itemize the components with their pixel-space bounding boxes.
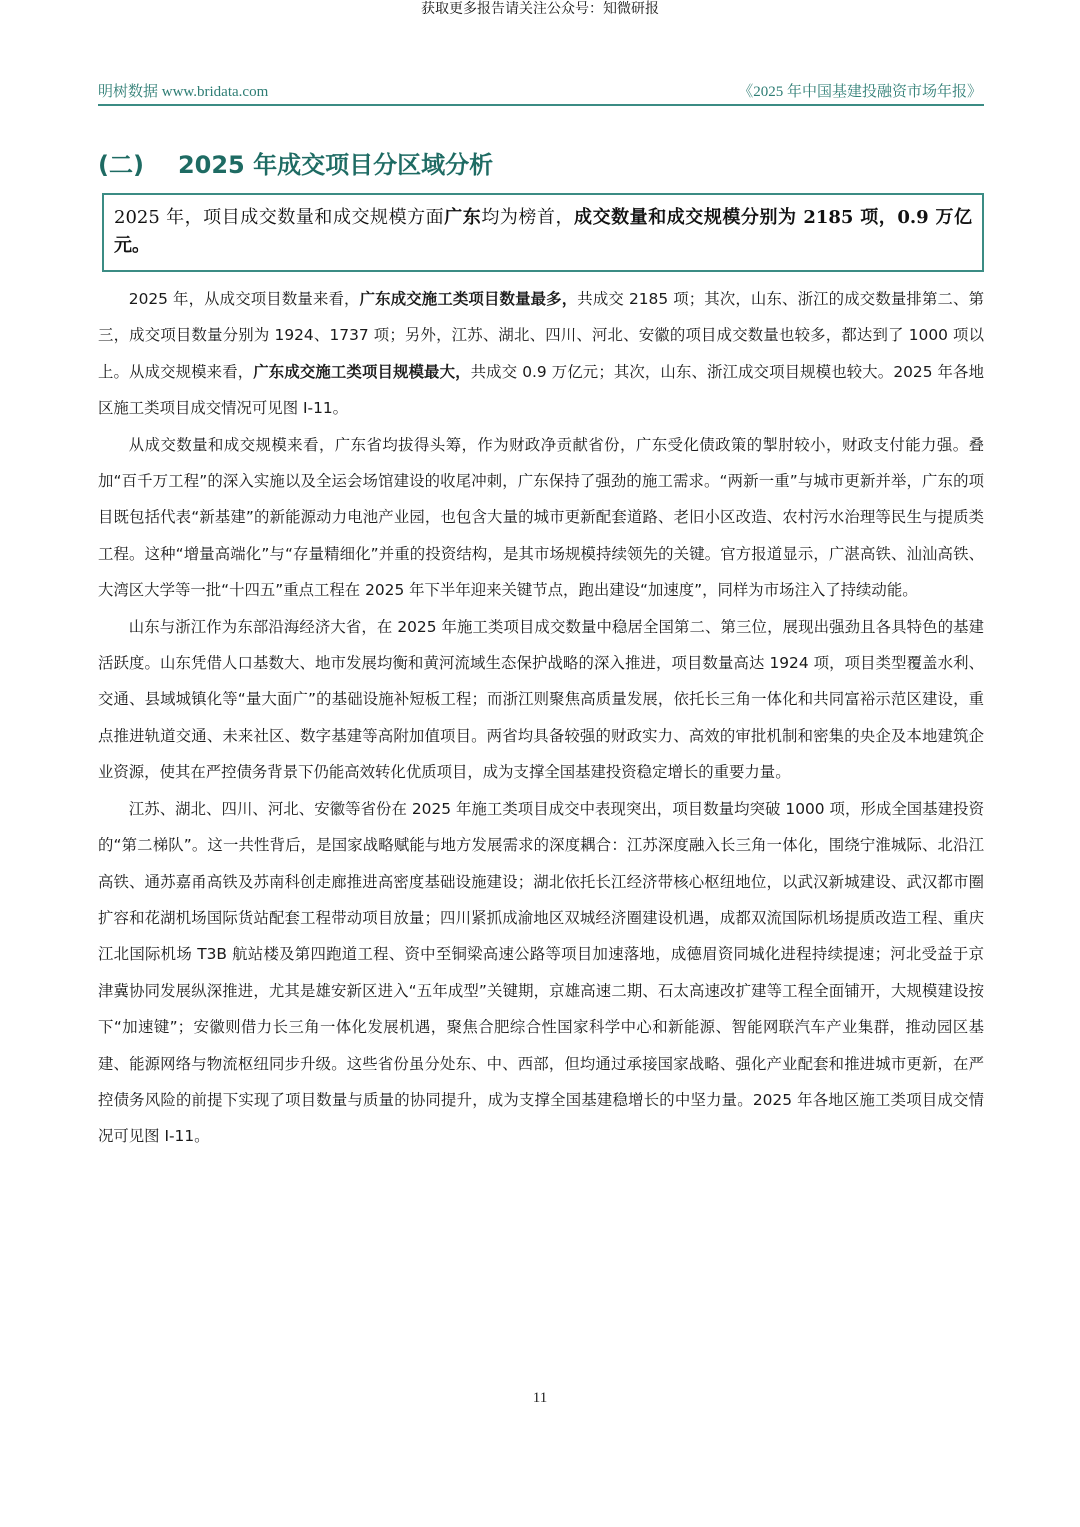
- section-number: (二): [98, 151, 144, 179]
- summary-highlight: 成交数量和成交规模分别为 2185 项，0.9 万亿元。: [114, 207, 973, 256]
- paragraph-highlight: 广东成交施工类项目规模最大，: [253, 362, 471, 381]
- header-brand: 明树数据 www.bridata.com: [98, 84, 269, 100]
- section-title-text: 2025 年成交项目分区域分析: [177, 151, 494, 179]
- page-number: 11: [532, 1390, 548, 1406]
- paragraph-3: 山东与浙江作为东部沿海经济大省，在 2025 年施工类项目成交数量中稳居全国第二、第三位，展现出强劲且各具特色的基建活跃度。山东凭借人口基数大、地市发展均衡和黄河流域生态保护战略的深入推进，项目数量高达 1924 项，项目类型覆盖水利、交通、县域城镇化等“量大面广”的基础设施补短板工程；而浙江则聚焦高质量发展，依托长三角一体化和共同富裕示范区建设，重点推进轨道交通、未来社区、数字基建等高附加值项目。两省均具备较强的财政实力、高效的审批机制和密集的央企及本地建筑企业资源，使其在严控债务背景下仍能高效转化优质项目，成为支撑全国基建投资稳定增长的重要力量。: [98, 617, 984, 782]
- paragraph-4: 江苏、湖北、四川、河北、安徽等省份在 2025 年施工类项目成交中表现突出，项目数量均突破 1000 项，形成全国基建投资的“第二梯队”。这一共性背后，是国家战略赋能与地方发展需求的深度耦合：江苏深度融入长三角一体化，围绕宁淮城际、北沿江高铁、通苏嘉甬高铁及苏南科创走廊推进高密度基础设施建设；湖北依托长江经济带核心枢纽地位，以武汉新城建设、武汉都市圈扩容和花湖机场国际货站配套工程带动项目放量；四川紧抓成渝地区双城经济圈建设机遇，成都双流国际机场提质改造工程、重庆江北国际机场 T3B 航站楼及第四跑道工程、资中至铜梁高速公路等项目加速落地，成德眉资同城化进程持续提速；河北受益于京津冀协同发展纵深推进，尤其是雄安新区进入“五年成型”关键期，京雄高速二期、石太高速改扩建等工程全面铺开，大规模建设按下“加速键”；安徽则借力长三角一体化发展机遇，聚焦合肥综合性国家科学中心和新能源、智能网联汽车产业集群，推动园区基建、能源网络与物流枢纽同步升级。这些省份虽分处东、中、西部，但均通过承接国家战略、强化产业配套和推进城市更新，在严控债务风险的前提下实现了项目数量与质量的协同提升，成为支撑全国基建稳增长的中坚力量。2025 年各地区施工类项目成交情况可见图 I-11。: [98, 799, 984, 1146]
- section-title: [98, 145, 493, 180]
- paragraph-1: [98, 281, 984, 427]
- body-text: [98, 281, 984, 1155]
- header-report-title: 《2025 年中国基建投融资市场年报》: [738, 84, 982, 100]
- top-notice: 获取更多报告请关注公众号：知微研报: [421, 1, 659, 17]
- paragraph-text: 2025 年，从成交项目数量来看，: [128, 290, 360, 308]
- paragraph-highlight: 广东成交施工类项目数量最多，: [359, 290, 578, 308]
- paragraph-text: 共成交 2185 项；其次，山东、浙江的成交数量排第二、第三，成交项目数量分别为 1924、1737 项；另外，江苏、湖北、四川、河北、安徽的项目成交数量也较多，都达到了 1000 项以上。从成交规模来看，: [98, 290, 984, 381]
- summary-box: [102, 193, 984, 272]
- summary-text: 均为榜首，: [481, 207, 575, 228]
- summary-highlight: 广东: [444, 207, 482, 228]
- summary-text: 2025 年，项目成交数量和成交规模方面: [114, 207, 445, 228]
- paragraph-text: 共成交 0.9 万亿元；其次，山东、浙江成交项目规模也较大。2025 年各地区施工类项目成交情况可见图 I-11。: [98, 362, 984, 418]
- header-divider: [98, 104, 984, 106]
- paragraph-2: 从成交数量和成交规模来看，广东省均拔得头筹，作为财政净贡献省份，广东受化债政策的掣肘较小，财政支付能力强。叠加“百千万工程”的深入实施以及全运会场馆建设的收尾冲刺，广东保持了强劲的施工需求。“两新一重”与城市更新并举，广东的项目既包括代表“新基建”的新能源动力电池产业园，也包含大量的城市更新配套道路、老旧小区改造、农村污水治理等民生与提质类工程。这种“增量高端化”与“存量精细化”并重的投资结构，是其市场规模持续领先的关键。官方报道显示，广湛高铁、汕汕高铁、大湾区大学等一批“十四五”重点工程在 2025 年下半年迎来关键节点，跑出建设“加速度”，同样为市场注入了持续动能。: [98, 435, 984, 600]
